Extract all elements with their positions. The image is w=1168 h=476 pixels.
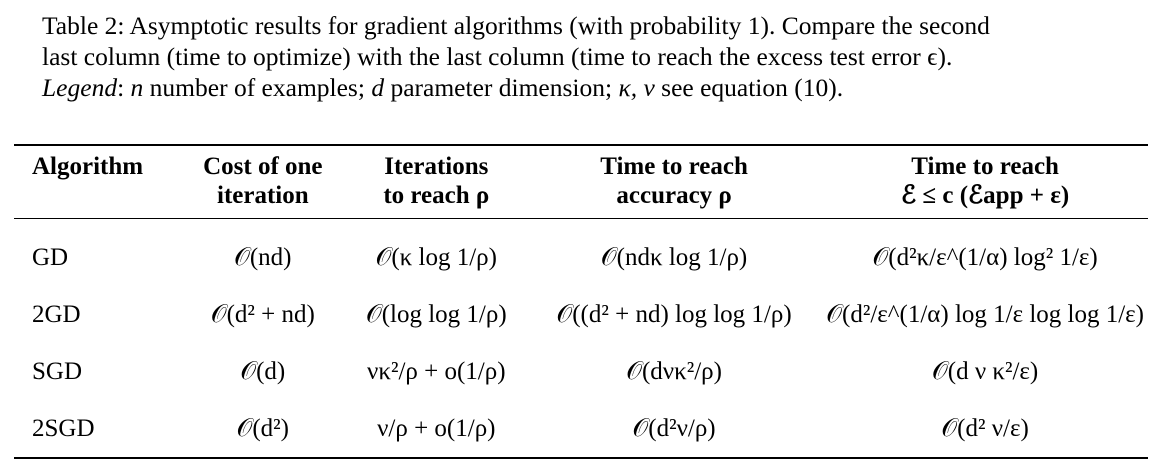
cell-iterations: 𝒪(log log 1/ρ) [365, 300, 507, 328]
cell-algorithm: SGD [32, 357, 83, 385]
cell-cost: 𝒪(d² + nd) [210, 300, 315, 328]
cell-time-accuracy: 𝒪((d² + nd) log log 1/ρ) [556, 300, 792, 328]
cell-iterations: ν/ρ + o(1/ρ) [377, 414, 496, 442]
caption-legend: Legend: n number of examples; d parameter dimension; κ, ν see equation (10). [42, 73, 844, 102]
cell-time-accuracy: 𝒪(d²ν/ρ) [632, 414, 716, 442]
table-row [14, 343, 1148, 400]
cell-time-error: 𝒪(d² ν/ε) [941, 414, 1029, 442]
header-iterations-line2: to reach ρ [383, 182, 490, 209]
table-caption [42, 10, 1152, 103]
cell-iterations: 𝒪(κ log 1/ρ) [375, 243, 497, 271]
cell-time-error: 𝒪(d ν κ²/ε) [932, 357, 1039, 385]
cell-algorithm: 2SGD [32, 414, 95, 442]
cell-iterations: νκ²/ρ + o(1/ρ) [367, 357, 506, 385]
legend-n: n [130, 73, 144, 102]
header-time-error: Time to reach ℰ ≤ c (ℰapp + ε) [901, 153, 1070, 209]
header-time-accuracy: Time to reach accuracy ρ [600, 153, 748, 209]
header-time-error-line2: ℰ ≤ c (ℰapp + ε) [901, 182, 1070, 209]
cell-algorithm: GD [32, 243, 69, 271]
cell-cost: 𝒪(nd) [234, 243, 292, 271]
legend-label: Legend [42, 73, 118, 102]
cell-cost: 𝒪(d) [240, 357, 286, 385]
table-row [14, 400, 1148, 458]
cell-time-error: 𝒪(d²κ/ε^(1/α) log² 1/ε) [872, 243, 1098, 271]
cell-cost: 𝒪(d²) [236, 414, 290, 442]
header-iterations: Iterations to reach ρ [383, 153, 490, 209]
cell-time-accuracy: 𝒪(ndκ log 1/ρ) [600, 243, 748, 271]
legend-d: d [371, 73, 385, 102]
header-time-accuracy-line2: accuracy ρ [616, 182, 732, 209]
caption-line-2: last column (time to optimize) with the last column (time to reach the excess test error ϵ). [42, 42, 953, 71]
caption-line-1: Table 2: Asymptotic results for gradient algorithms (with probability 1). Compare the second [42, 11, 990, 40]
header-row [14, 145, 1148, 219]
header-algorithm: Algorithm [32, 153, 144, 180]
cell-time-error: 𝒪(d²/ε^(1/α) log 1/ε log log 1/ε) [826, 300, 1144, 328]
cell-time-accuracy: 𝒪(dνκ²/ρ) [626, 357, 722, 385]
legend-kappa-nu: κ, ν [618, 73, 655, 102]
table-row [14, 286, 1148, 343]
table-row [14, 219, 1148, 287]
header-cost: Cost of one iteration [203, 153, 323, 209]
cell-algorithm: 2GD [32, 300, 81, 328]
results-table [14, 144, 1148, 459]
